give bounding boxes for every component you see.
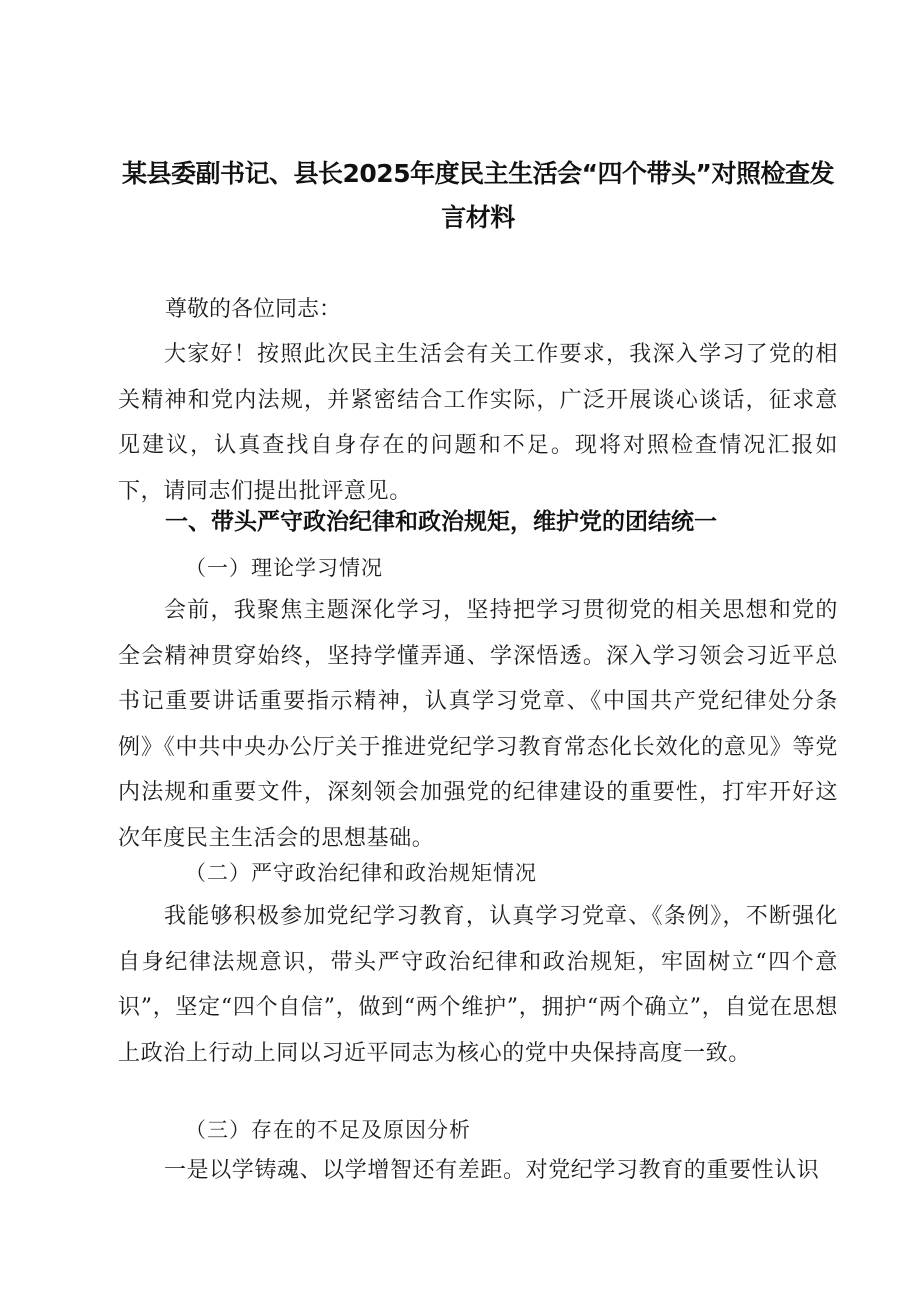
- greeting: 尊敬的各位同志：: [165, 297, 342, 322]
- subheading-1: （一）理论学习情况: [185, 556, 383, 580]
- subheading-2: （二）严守政治纪律和政治规矩情况: [185, 861, 537, 885]
- document-title-line2: 言材料: [441, 203, 515, 232]
- paragraph-theory-study: 会前，我聚焦主题深化学习，坚持把学习贯彻党的相关思想和党的全会精神贯穿始终，坚持学懂弄通、学深悟透。深入学习领会习近平总书记重要讲话重要指示精神，认真学习党章、《中国共产党纪律处分条例》《中共中央办公厅关于推进党纪学习教育常态化长效化的意见》等党内法规和重要文件，深刻领会加强党的纪律建设的重要性，打牢开好这次年度民主生活会的思想基础。: [118, 598, 838, 851]
- subheading-3: （三）存在的不足及原因分析: [185, 1118, 471, 1142]
- document-title-line1: 某县委副书记、县长2025年度民主生活会“四个带头”对照检查发: [122, 159, 834, 188]
- paragraph-shortcomings: 一是以学铸魂、以学增智还有差距。对党纪学习教育的重要性认识: [164, 1158, 820, 1183]
- section-heading-1: 一、带头严守政治纪律和政治规矩，维护党的团结统一: [165, 509, 717, 535]
- paragraph-discipline: 我能够积极参加党纪学习教育，认真学习党章、《条例》，不断强化自身纪律法规意识，带头严守政治纪律和政治规矩，牢固树立“四个意识”，坚定“四个自信”，做到“两个维护”，拥护“两个确立”，自觉在思想上政治上行动上同以习近平同志为核心的党中央保持高度一致。: [118, 904, 838, 1066]
- paragraph-intro: 大家好！按照此次民主生活会有关工作要求，我深入学习了党的相关精神和党内法规，并紧密结合工作实际，广泛开展谈心谈话，征求意见建议，认真查找自身存在的问题和不足。现将对照检查情况汇报如下，请同志们提出批评意见。: [118, 342, 838, 504]
